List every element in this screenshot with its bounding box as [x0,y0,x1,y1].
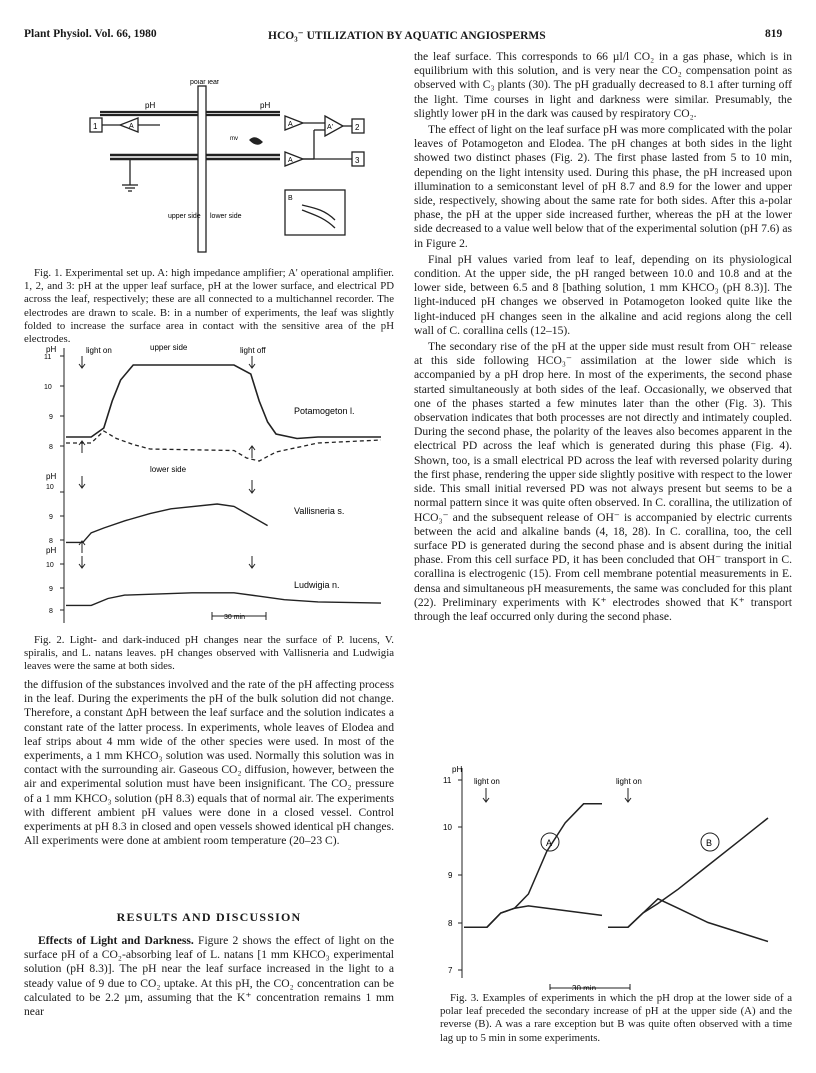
fig1-box2-label: 2 [355,123,360,132]
fig3-tick-11: 11 [443,776,452,785]
page-number: 819 [765,28,783,40]
fig1-box3-label: 3 [355,156,360,165]
fig3-label-b: B [706,838,713,848]
fig3-ph-label: pH [452,765,463,774]
right-paragraph-4: The secondary rise of the pH at the upper side must result from OH⁻ release at this side following HCO₃⁻ assimilation at the lower side which is accompanied by a pH drop here. In most of the experiments, the second phase started simultaneously at both sides of the leaf. Occasionally, we observed that one of the phases started a few minutes later than the other (Fig. 3). This observation indicates that both processes are not directly and intimately coupled. During the second phase, the polarity of the leaves also becomes apparent in the electrical PD across the leaf which is generated during this phase (Fig. 4). Shown, too, is a small electrical PD across the leaf with reversed polarity during the first phase, rendering the upper side slightly positive with respect to the lower side. This small initial reversed PD was not always present but seems to be a normal pattern since it was quite often observed. In C. corallina, the utilization of HCO₃⁻ and the subsequent release of OH⁻ is accompanied by electric currents between the acid and alkaline bands (4, 18, 28). In C. corallina, too, the cell surface PD is generated during the second phase and is absent during the initial phase. From this cell surface PD, it has been concluded that OH⁻ transport in C. corallina is electrogenic (15). From cell membrane potential measurements in E. densa and simultaneous pH measurements, the same was concluded for this plant (22). Preliminary experiments with K⁺ electrodes showed that K⁺ transport through the leaf occurred only during the second phase. [414,340,792,623]
figure-1-caption [24,267,394,346]
figure-3-chart [440,760,780,990]
fig1-box1-label: 1 [93,122,98,131]
fig1-amp-a-label: A [129,123,134,130]
fig3-tick-8: 8 [448,919,453,928]
fig3-arrow-a [483,788,489,802]
fig2-vallisneria-label: Vallisneria s. [294,506,345,516]
fig2-v-tick-9: 9 [49,514,53,521]
subsection-body [24,934,394,1021]
fig2-ph-label: pH [46,345,57,354]
left-body [24,678,394,850]
fig2-light-off-arrow-lower [249,446,255,458]
fig2-upper-side-label: upper side [150,343,188,352]
fig3-b-lower-line [608,899,768,942]
fig2-l-tick-10: 10 [46,562,54,569]
fig2-light-off-label: light off [240,346,266,355]
figure-3-caption [440,992,792,1045]
fig3-scale-label: 30 min [572,984,597,990]
fig3-label-a: A [546,838,553,848]
fig2-ph2-label: pH [46,472,57,481]
polar-leaf-shape [198,86,206,252]
fig1-lower-side-label: lower side [210,213,242,220]
fig2-caption-text: Fig. 2. Light- and dark-induced pH changes near the surface of P. lucens, V. spiralis, and L. natans leaves. pH changes observed with Vallisneria and Ludwigia leaves were the same at both sides. [24,634,394,673]
fig3-b-upper-line [608,818,768,927]
fig2-potamogeton-label: Potamogeton l. [294,406,355,416]
fig3-tick-10: 10 [443,823,452,832]
fig1-upper-side-label: upper side [168,213,201,220]
right-body [414,50,792,626]
inset-b-box [285,190,345,235]
section-heading: RESULTS AND DISCUSSION [116,910,302,924]
fig2-potamogeton-upper-line [66,365,381,439]
fig2-ludwigia-ticks [60,564,64,610]
fig2-tick-8: 8 [49,444,53,451]
left-paragraph: the diffusion of the substances involved and the rate of the pH affecting process in the leaf. During the experiments the pH of the bulk solution did not change. Therefore, a constant ΔpH between the leaf surface and the solution indicates a constant rate of the latter process. In experiments, whole leaves of Elodea and leaf strips about 4 mm wide of the other species were used. In most of the experiments, a 1 mm KHCO₃ solution was used. Normally this solution was in contact with the surrounding air. Gaseous CO₂ diffusion, however, between the air and experimental solution must have been insignificant. The CO₂ pressure of a 1 mm KHCO₃ solution (pH 8.3) equals that of normal air. The experiments with different ambient pH values were done in a closed vessel. Control experiments at pH 8.3 in closed and open vessels showed identical pH changes. All experiments were done at ambient room temperature (20–23 C). [24,678,394,848]
right-paragraph-2: The effect of light on the leaf surface pH was more complicated with the polar leaves of Potamogeton and Elodea. The pH changes at both sides in the light showed two distinct phases (Fig. 2). The first phase lasted from 5 to 10 min, depending on the light intensity used. During this phase, the pH increased upon illumination to a semiconstant level of pH 8.7 and 8.9 for the lower and upper side, respectively, showing about the same rate for both sides. After this a-polar phase, the pH at the upper side increased further, whereas the pH at the lower side decreased to a value well below that of the experimental solution (pH 7.6) as in Figure 2. [414,123,792,250]
fig2-ludwigia-label: Ludwigia n. [294,580,340,590]
fig2-ludwigia-line [66,593,381,606]
fig2-potamogeton-ticks [60,356,64,446]
running-title: HCO₃⁻ UTILIZATION BY AQUATIC ANGIOSPERMS [268,30,546,42]
fig1-amp-a2-label: A [288,121,293,128]
fig2-light-on-label: light on [86,346,112,355]
fig3-light-on-b: light on [616,777,642,786]
fig2-tick-9: 9 [49,414,53,421]
fig2-scale-label: 30 min [224,614,246,621]
fig1-amp-a3-label: A [288,157,293,164]
right-paragraph-3: Final pH values varied from leaf to leaf, depending on its physiological condition. At the upper side, the pH ranged between 10.0 and 10.8 and at the lower side, between 6.5 and 8 [bathing solution, 1 mm KHCO₃ (pH 8.3)]. The light-induced pH changes we observed in Potamogeton looked quite like the light-induced pH changes seen in the alkaline and acid regions along the cell wall of C. corallina cells (12–15). [414,252,792,337]
right-paragraph-1: the leaf surface. This corresponds to 66 µl/l CO₂ in a gas phase, which is in equilibrium with this solution, and is very near the CO₂ compensation point as observed with C₃ plants (30). The pH gradually decreased to 8.1 after turning off the light. Time courses in light and darkness were similar. Presumably, the slightly lower pH in the dark was caused by respiratory CO₂. [414,50,792,120]
fig1-caption-text: Fig. 1. Experimental set up. A: high impedance amplifier; A' operational amplifier. 1, 2, and 3: pH at the upper leaf surface, pH at the lower surface, and electrical PD across the leaf, respectively; these are all connected to a multichannel recorder. The electrodes are drawn to scale. B: in a number of experiments, the leaf was slightly folded to increase the surface area in contact with the sensitive area of the pH electrodes. [24,267,394,346]
fig2-vallisneria-arrow-off2 [249,480,255,493]
fig3-arrow-b [625,788,631,802]
fig2-light-on-arrow-top [79,356,85,368]
fig3-a-lower-line [464,906,602,927]
fig2-v-tick-8: 8 [49,538,53,545]
fig3-light-on-a: light on [474,777,500,786]
fig1-inset-b-label: B [288,195,293,202]
fig2-vallisneria-ticks [60,492,64,540]
fig2-tick-11: 11 [44,354,52,361]
fig2-lower-side-label: lower side [150,465,187,474]
fig2-ludwigia-arrow-on [79,556,85,568]
journal-citation: Plant Physiol. Vol. 66, 1980 [24,28,157,40]
fig2-ludwigia-arrow-off [249,556,255,568]
fig2-tick-10: 10 [44,384,52,391]
fig2-l-tick-8: 8 [49,608,53,615]
fig1-amp-aprime-label: A' [327,124,334,131]
fig2-light-off-arrow-top [249,356,255,368]
fig1-ph-left: pH [145,101,156,110]
fig2-v-tick-10: 10 [46,484,54,491]
fig1-ph-right: pH [260,101,271,110]
figure-2-chart [24,338,394,628]
fig3-tick-9: 9 [448,871,453,880]
fig2-l-tick-9: 9 [49,586,53,593]
figure-1-setup-diagram [80,80,380,260]
fig1-mv-label: mv [230,136,238,142]
fig3-caption-text: Fig. 3. Examples of experiments in which the pH drop at the lower side of a polar leaf preceded the secondary increase of pH at the upper side (A) and the reverse (B). A was a rare exception but B was quite often observed with a time lag up to 5 min in some experiments. [440,992,792,1044]
fig3-tick-7: 7 [448,966,453,975]
fig1-polar-leaf-label: polar leaf [190,80,219,86]
fig2-vallisneria-line [66,504,268,542]
subsection-title: Effects of Light and Darkness. [38,934,194,947]
figure-2-caption [24,634,394,674]
fig3-a-upper-line [464,804,602,927]
fig2-potamogeton-lower-line [66,431,381,461]
fig2-ph3-label: pH [46,546,57,555]
fig2-vallisneria-arrow-off [79,476,85,488]
subsection-text: Figure 2 shows the effect of light on the surface pH of a CO₂-absorbing leaf of L. natans [1 mm KHCO₃ experimental solution (pH 8.3)]. The pH near the leaf surface increased in the light to a steady value of 9 due to CO₂ uptake. At this pH, the CO₂ concentration can be calculated to be 2.2 µm, assuming that the K⁺ concentration remains 1 mm near [24,934,394,1019]
